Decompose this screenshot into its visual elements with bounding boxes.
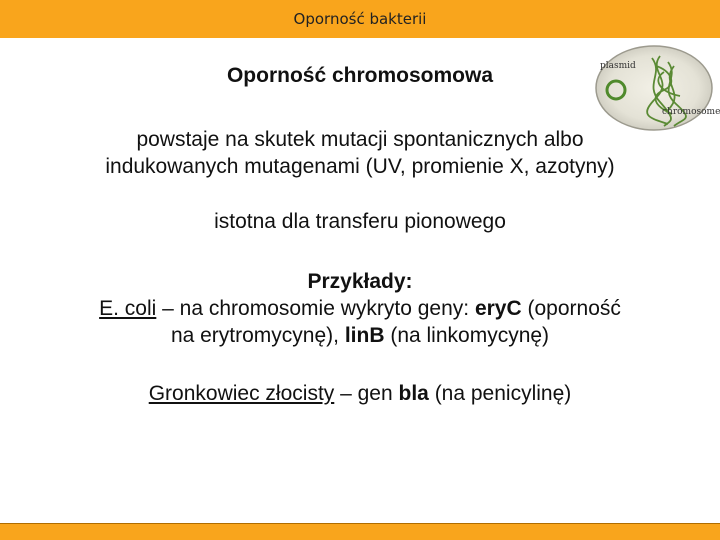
staph-text-2: (na penicylinę) <box>428 382 572 405</box>
examples-line-1 <box>0 295 720 322</box>
paragraph-origin <box>0 126 720 180</box>
gene-ery: ery <box>474 297 507 320</box>
gene-lin-suffix: B <box>369 324 385 347</box>
plasmid-label: plasmid <box>600 61 636 71</box>
header-title: Oporność bakterii <box>293 10 427 28</box>
examples-text-3: na erytromycynę), <box>170 324 345 347</box>
chromosome-label: chromosome <box>662 107 720 117</box>
header-bar <box>0 0 720 38</box>
paragraph-examples <box>0 268 720 349</box>
examples-text-1: – na chromosomie wykryto geny: <box>156 297 475 320</box>
staph-text-1: – gen <box>334 382 399 405</box>
paragraph-origin-line-2: indukowanych mutagenami (UV, promienie X, azotyny) <box>105 155 615 178</box>
gene-lin: lin <box>344 324 370 347</box>
paragraph-origin-line-1: powstaje na skutek mutacji spontanicznych albo <box>136 128 584 151</box>
examples-label: Przykłady: <box>307 270 413 293</box>
staph-name: Gronkowiec złocisty <box>148 382 335 405</box>
plasmid-chromosome-image <box>594 44 720 132</box>
examples-text-2: (oporność <box>521 297 621 320</box>
bacterial-cell-illustration <box>594 44 720 132</box>
gene-ery-suffix: C <box>506 297 522 320</box>
gene-bla: bla <box>398 382 429 405</box>
paragraph-staph <box>0 380 720 407</box>
ecoli-name: E. coli <box>99 297 157 320</box>
examples-line-2 <box>0 322 720 349</box>
slide-heading: Oporność chromosomowa <box>226 64 494 87</box>
footer-bar <box>0 523 720 540</box>
examples-text-4: (na linkomycynę) <box>384 324 550 347</box>
paragraph-transfer: istotna dla transferu pionowego <box>214 210 506 233</box>
